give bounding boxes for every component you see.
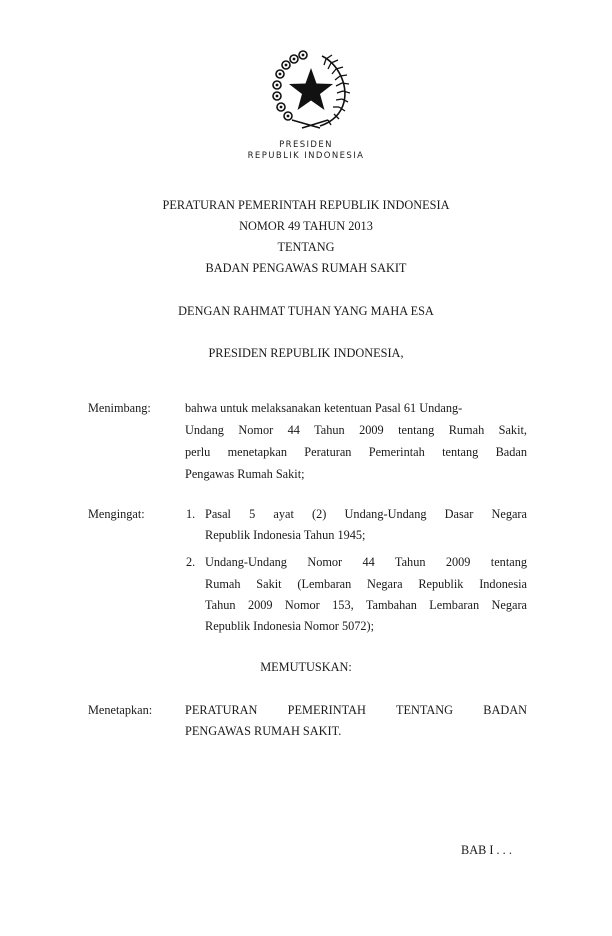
seal-label-republik-indonesia: REPUBLIK INDONESIA	[247, 151, 365, 161]
menetapkan-label: Menetapkan:	[88, 703, 153, 717]
issuer: PRESIDEN REPUBLIK INDONESIA,	[208, 346, 404, 360]
document-number: NOMOR 49 TAHUN 2013	[239, 219, 373, 233]
mengingat-item-line: Pasal 5 ayat (2) Undang-Undang Dasar Negara	[205, 507, 527, 521]
menimbang-line: perlu menetapkan Peraturan Pemerintah tentang Badan	[185, 445, 527, 459]
menetapkan-line: PENGAWAS RUMAH SAKIT.	[185, 724, 342, 738]
menimbang-line: Pengawas Rumah Sakit;	[185, 467, 305, 481]
document-title: PERATURAN PEMERINTAH REPUBLIK INDONESIA	[162, 198, 450, 212]
seal-label-presiden: PRESIDEN	[279, 140, 333, 150]
mengingat-item-line: Tahun 2009 Nomor 153, Tambahan Lembaran Negara	[205, 598, 527, 612]
mengingat-item-line: Republik Indonesia Tahun 1945;	[205, 528, 366, 542]
memutuskan-heading: MEMUTUSKAN:	[260, 660, 352, 674]
mengingat-label: Mengingat:	[88, 507, 145, 521]
menimbang-line: bahwa untuk melaksanakan ketentuan Pasal 61 Undang-	[185, 401, 463, 415]
mengingat-item-line: Republik Indonesia Nomor 5072);	[205, 619, 375, 633]
mengingat-item-number: 2.	[186, 555, 196, 569]
mengingat-item-line: Rumah Sakit (Lembaran Negara Republik Indonesia	[205, 577, 527, 591]
invocation: DENGAN RAHMAT TUHAN YANG MAHA ESA	[178, 304, 434, 318]
presidential-seal-icon	[272, 50, 350, 130]
menetapkan-line: PERATURAN PEMERINTAH TENTANG BADAN	[185, 703, 527, 717]
mengingat-item-number: 1.	[186, 507, 196, 521]
menimbang-label: Menimbang:	[88, 401, 151, 415]
mengingat-item-line: Undang-Undang Nomor 44 Tahun 2009 tentang	[205, 555, 527, 569]
page-continuation: BAB I . . .	[461, 843, 512, 857]
menimbang-line: Undang Nomor 44 Tahun 2009 tentang Rumah Sakit,	[185, 423, 527, 437]
document-subject: BADAN PENGAWAS RUMAH SAKIT	[205, 261, 407, 275]
document-tentang: TENTANG	[277, 240, 335, 254]
